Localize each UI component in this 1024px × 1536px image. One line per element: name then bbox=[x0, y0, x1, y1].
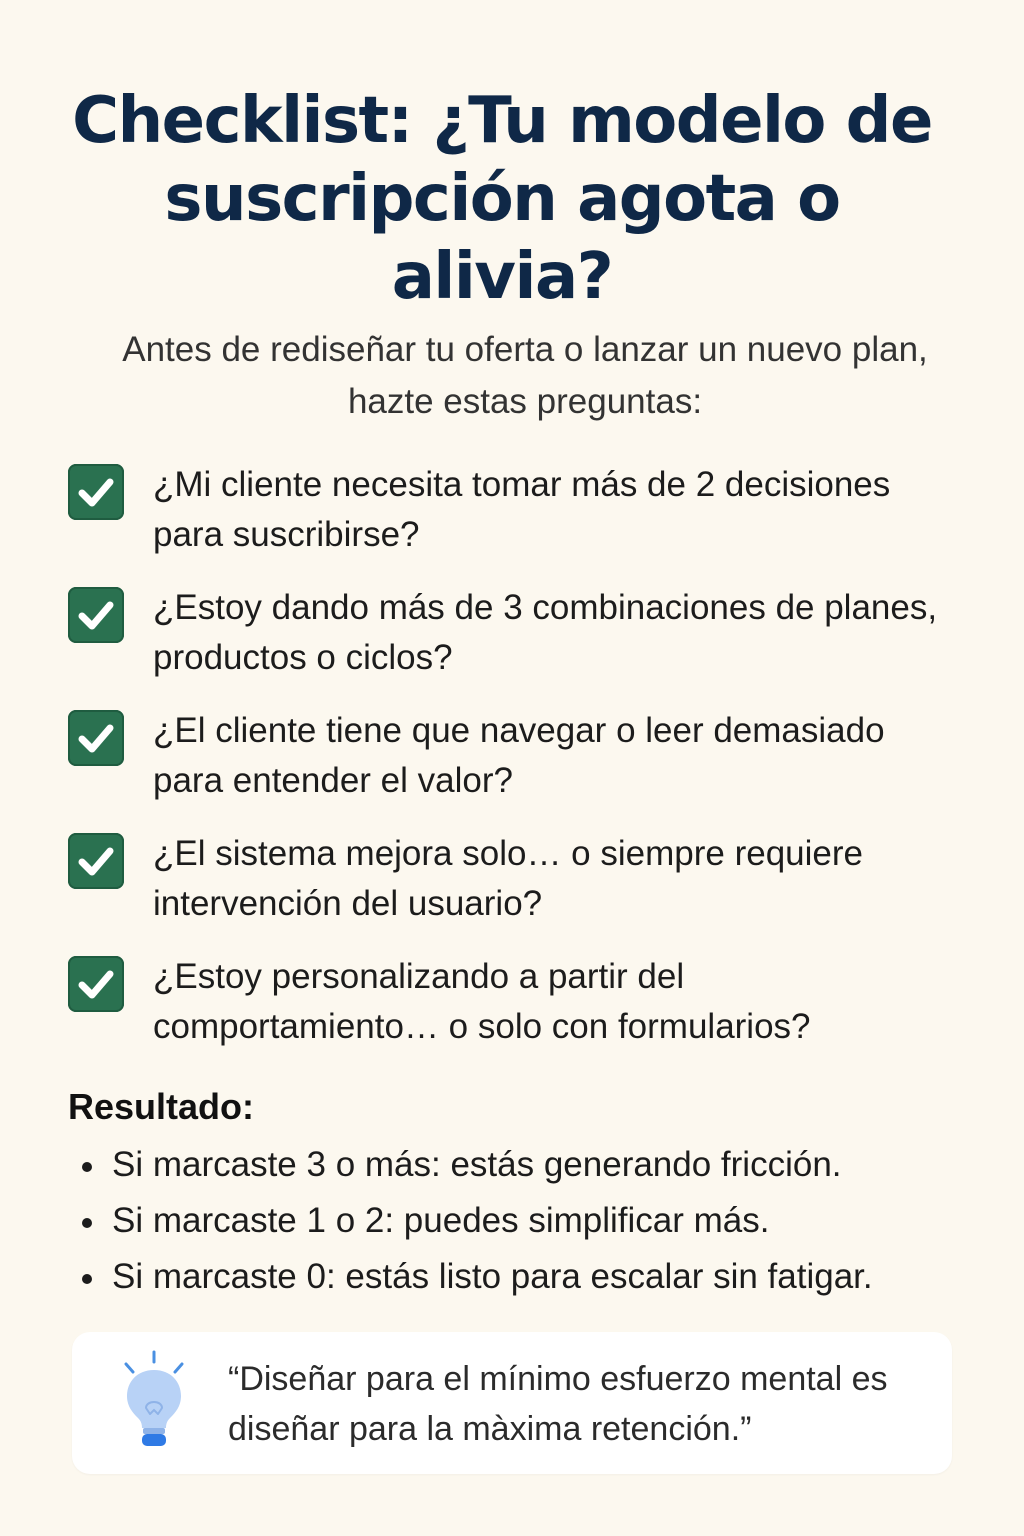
checkmark-icon bbox=[74, 470, 118, 514]
checklist-item[interactable] bbox=[68, 583, 968, 706]
checkbox-checked[interactable] bbox=[68, 710, 124, 766]
quote-text: “Diseñar para el mínimo esfuerzo mental es diseñar para la màxima retención.” bbox=[228, 1360, 888, 1448]
checklist-item[interactable] bbox=[68, 829, 968, 952]
checkbox-checked[interactable] bbox=[68, 956, 124, 1012]
checklist-item-text: ¿El cliente tiene que navegar o leer demasiado para entender el valor? bbox=[153, 711, 885, 800]
checklist-item-text: ¿Estoy personalizando a partir del comportamiento… o solo con formularios? bbox=[153, 957, 811, 1046]
checklist-item-text: ¿Estoy dando más de 3 combinaciones de planes, productos o ciclos? bbox=[153, 588, 938, 677]
result-item-text: Si marcaste 0: estás listo para escalar sin fatigar. bbox=[112, 1257, 873, 1296]
bullet-icon bbox=[82, 1162, 92, 1172]
checklist-item-text: ¿Mi cliente necesita tomar más de 2 decisiones para suscribirse? bbox=[153, 465, 891, 554]
checkbox-checked[interactable] bbox=[68, 833, 124, 889]
page-title: Checklist: ¿Tu modelo de suscripción agota o alivia? bbox=[72, 84, 932, 314]
page-subtitle: Antes de rediseñar tu oferta o lanzar un nuevo plan, hazte estas preguntas: bbox=[122, 330, 928, 421]
checklist-item[interactable] bbox=[68, 706, 968, 829]
bullet-icon bbox=[82, 1274, 92, 1284]
result-item bbox=[80, 1252, 980, 1308]
result-item-text: Si marcaste 3 o más: estás generando fricción. bbox=[112, 1145, 842, 1184]
checklist-item[interactable] bbox=[68, 460, 968, 583]
lightbulb-icon bbox=[118, 1350, 190, 1450]
checkmark-icon bbox=[74, 593, 118, 637]
checkmark-icon bbox=[74, 839, 118, 883]
quote-card bbox=[72, 1332, 952, 1474]
checklist-item-text: ¿El sistema mejora solo… o siempre requiere intervención del usuario? bbox=[153, 834, 863, 923]
result-item bbox=[80, 1196, 980, 1252]
bullet-icon bbox=[82, 1218, 92, 1228]
checkbox-checked[interactable] bbox=[68, 464, 124, 520]
result-item bbox=[80, 1140, 980, 1196]
checkmark-icon bbox=[74, 962, 118, 1006]
result-list bbox=[80, 1140, 980, 1308]
checklist-item[interactable] bbox=[68, 952, 968, 1075]
result-item-text: Si marcaste 1 o 2: puedes simplificar más. bbox=[112, 1201, 770, 1240]
result-heading: Resultado: bbox=[68, 1086, 255, 1127]
checkbox-checked[interactable] bbox=[68, 587, 124, 643]
checkmark-icon bbox=[74, 716, 118, 760]
checklist bbox=[68, 460, 968, 1075]
